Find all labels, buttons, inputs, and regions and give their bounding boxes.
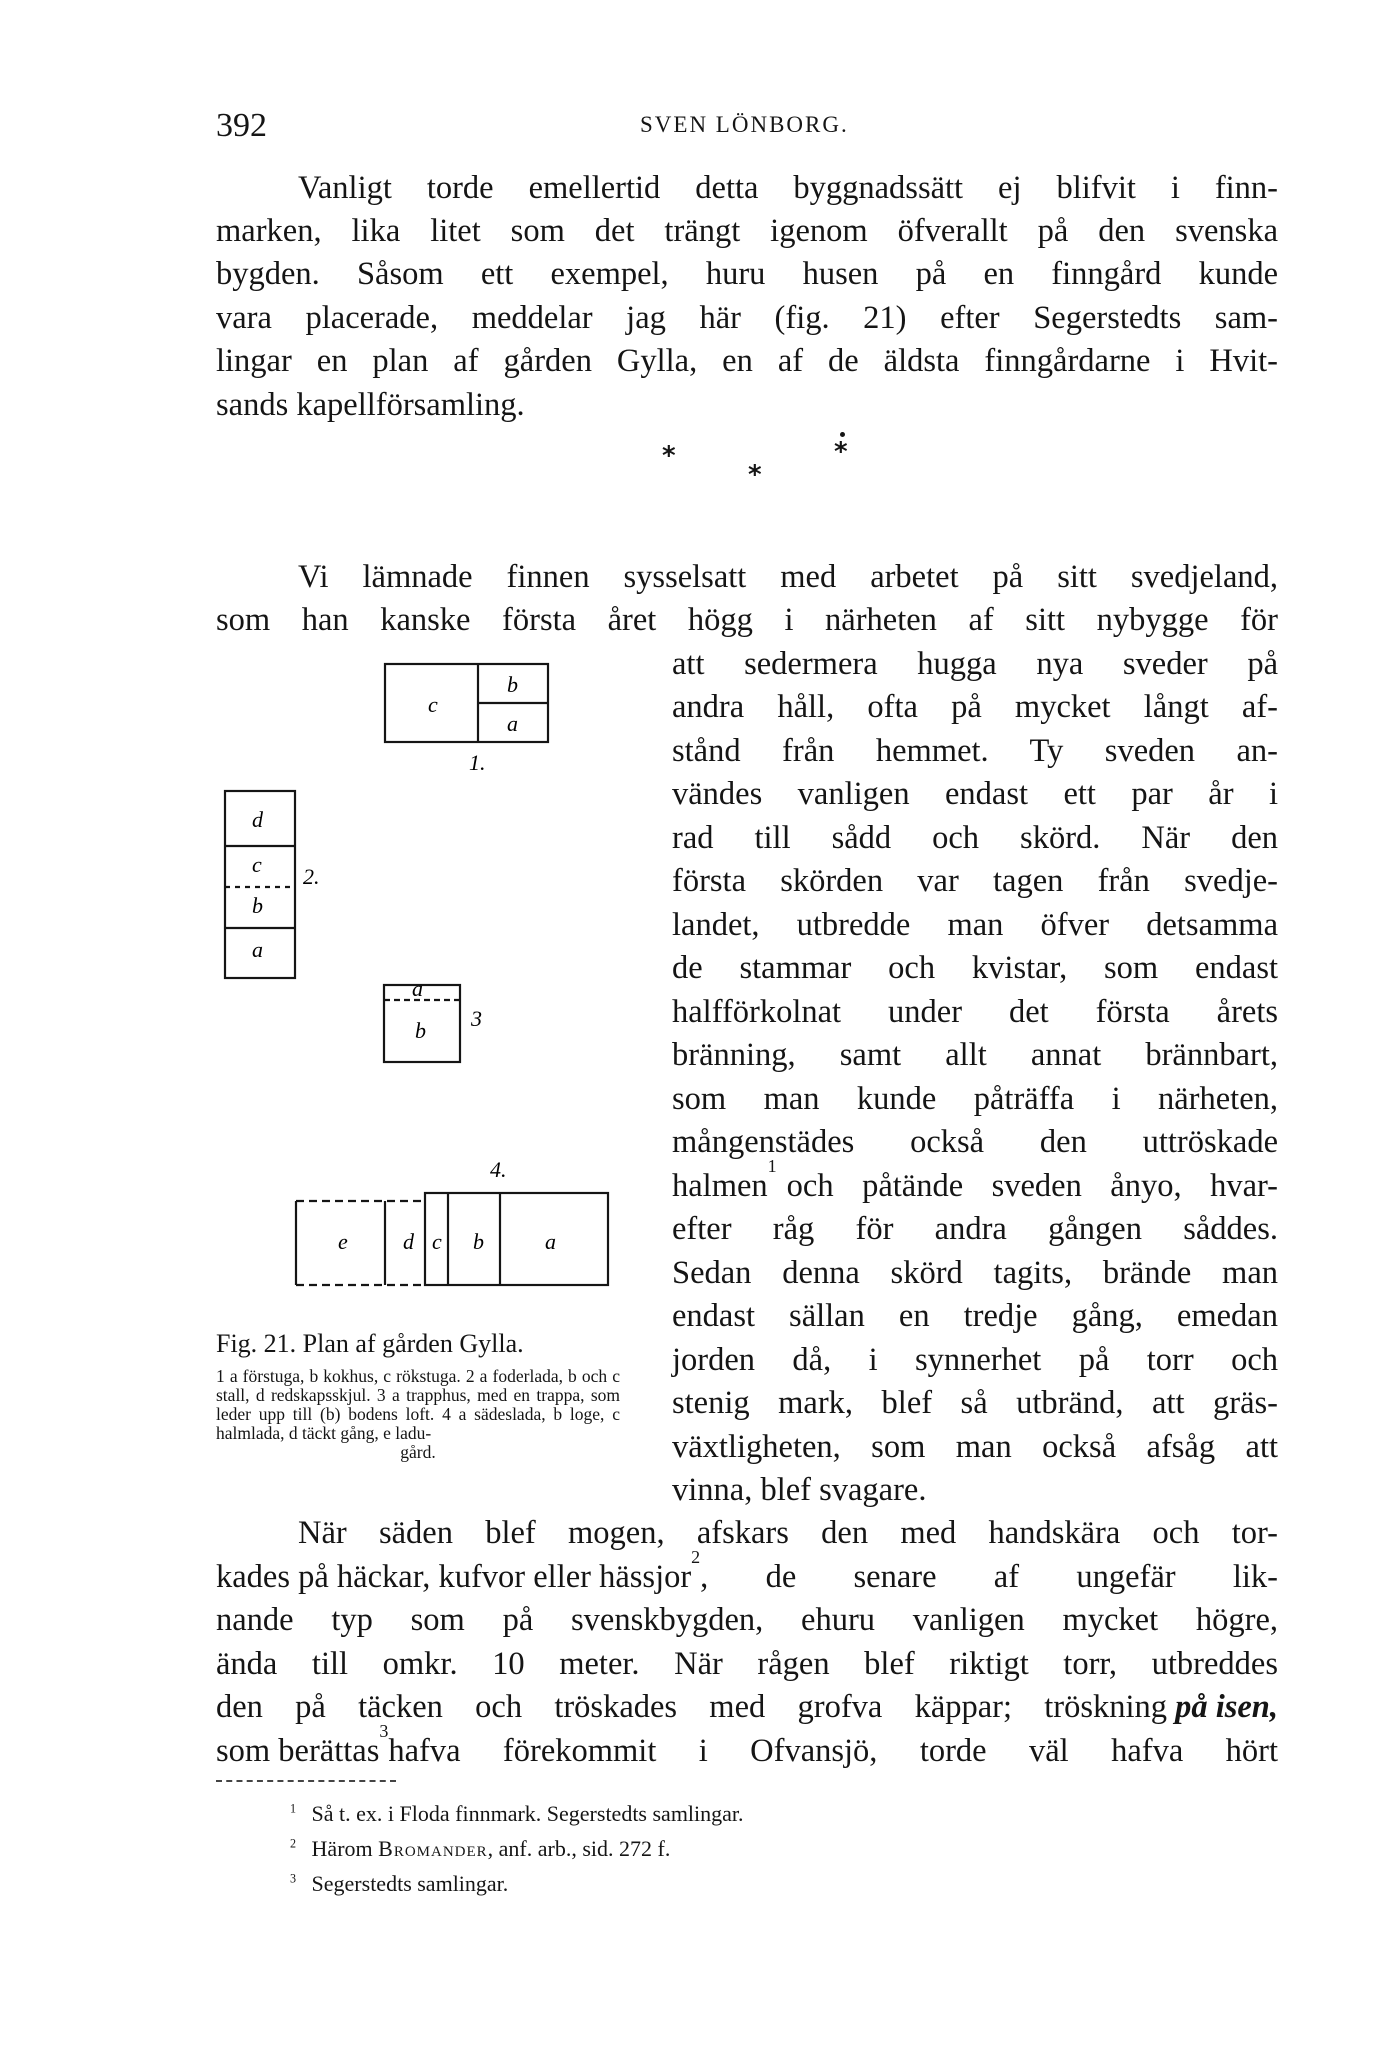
building-4-outline	[425, 1193, 608, 1285]
text-line	[216, 1547, 1278, 1595]
figure-legend	[216, 1367, 620, 1462]
text-line: När säden blef mogen, afskars den med handskära och tor-	[298, 1515, 1278, 1551]
footnote-2	[290, 1836, 670, 1862]
footnote-text: Härom	[311, 1836, 379, 1861]
text-line: de stammar och kvistar, som endast	[672, 950, 1278, 986]
figure-caption: Fig. 21. Plan af gården Gylla.	[216, 1329, 524, 1358]
text-fragment: den på täcken och tröskades med grofva käppar; tröskning	[216, 1689, 1168, 1725]
room-label: c	[428, 692, 438, 717]
room-label: b	[415, 1018, 426, 1043]
text-line: Vi lämnade finnen sysselsatt med arbetet på sitt svedjeland,	[298, 559, 1278, 595]
text-line: halfförkolnat under det första årets	[672, 994, 1278, 1030]
text-line	[216, 1721, 1278, 1769]
separator-star: *	[834, 437, 848, 467]
text-line: som man kunde påträffa i närheten,	[672, 1081, 1278, 1117]
text-fragment: som berättas	[216, 1733, 380, 1769]
room-label: b	[473, 1229, 484, 1254]
footnote-mark: 2	[290, 1836, 297, 1851]
figure-number: 1.	[469, 750, 486, 775]
room-label: a	[507, 711, 518, 736]
room-label: a	[252, 937, 263, 962]
page-number: 392	[216, 107, 267, 144]
text-line: endast sällan en tredje gång, emedan	[672, 1298, 1278, 1334]
building-1	[385, 664, 548, 742]
footnote-ref: 2	[691, 1547, 701, 1567]
footnote-rule	[216, 1780, 396, 1782]
figure-number: 4.	[490, 1157, 507, 1182]
footnote-3	[290, 1871, 508, 1897]
text-fragment: hafva förekommit i Ofvansjö, torde väl hafva hört	[388, 1733, 1278, 1769]
text-line: Vanligt torde emellertid detta byggnadssätt ej blifvit i finn-	[298, 170, 1278, 206]
text-line: nande typ som på svenskbygden, ehuru vanligen mycket högre,	[216, 1602, 1278, 1638]
legend-text: 1 a förstuga, b kokhus, c rökstuga. 2 a foderlada, b och c stall, d redskapsskjul. 3 a trapphus, med en trappa, som leder upp till (b) bodens loft. 4 a sädeslada, b loge, c halmlada, d täckt gång, e ladu-	[216, 1366, 620, 1443]
text-line: att sedermera hugga nya sveder på	[672, 646, 1278, 682]
running-title: SVEN LÖNBORG.	[640, 112, 849, 137]
room-label: d	[252, 807, 263, 832]
text-line: växtligheten, som man också afsåg att	[672, 1429, 1278, 1465]
text-line: vara placerade, meddelar jag här (fig. 21) efter Segerstedts sam-	[216, 300, 1278, 336]
text-line: landet, utbredde man öfver detsamma	[672, 907, 1278, 943]
footnote-1	[290, 1801, 744, 1827]
figure-number: 3	[471, 1006, 482, 1031]
figure-number: 2.	[303, 864, 320, 889]
text-fragment: och påtände sveden ånyo, hvar-	[786, 1168, 1278, 1204]
text-line: jorden då, i synnerhet på torr och	[672, 1342, 1278, 1378]
text-line: stånd från hemmet. Ty sveden an-	[672, 733, 1278, 769]
footnote-mark: 1	[290, 1801, 297, 1816]
room-label: c	[432, 1229, 442, 1254]
footnote-text: , anf. arb., sid. 272 f.	[487, 1836, 671, 1861]
footnote-text: Så t. ex. i Floda finnmark. Segerstedts samlingar.	[311, 1801, 744, 1826]
text-line: mångenstädes också den uttröskade	[672, 1124, 1278, 1160]
text-line: marken, lika litet som det trängt igenom öfverallt på den svenska	[216, 213, 1278, 249]
footnote-ref: 3	[379, 1721, 389, 1741]
text-line: vinna, blef svagare.	[672, 1472, 927, 1508]
room-label: a	[545, 1229, 556, 1254]
footnote-text: Segerstedts samlingar.	[311, 1871, 509, 1896]
text-line: bygden. Såsom ett exempel, huru husen på en finngård kunde	[216, 256, 1278, 292]
text-line: andra håll, ofta på mycket långt af-	[672, 689, 1278, 725]
room-label: c	[252, 852, 262, 877]
text-line: första skörden var tagen från svedje-	[672, 863, 1278, 899]
text-fragment: , de senare af ungefär lik-	[700, 1559, 1278, 1595]
text-fragment: halmen	[672, 1168, 768, 1204]
legend-text-end: gård.	[400, 1442, 436, 1462]
text-line: stenig mark, blef så utbränd, att gräs-	[672, 1385, 1278, 1421]
text-line: som han kanske första året högg i närheten af sitt nybygge för	[216, 602, 1278, 638]
footnote-mark: 3	[290, 1871, 297, 1886]
text-fragment: kades på häckar, kufvor eller hässjor	[216, 1559, 692, 1595]
text-line: rad till sådd och skörd. När den	[672, 820, 1278, 856]
text-line: vändes vanligen endast ett par år i	[672, 776, 1278, 812]
separator-star: *	[748, 460, 762, 490]
room-label: a	[412, 976, 423, 1001]
room-label: d	[403, 1229, 414, 1254]
room-label: b	[507, 672, 518, 697]
footnote-ref: 1	[767, 1156, 777, 1176]
room-label: b	[252, 893, 263, 918]
text-line	[216, 1691, 1278, 1724]
text-line: efter råg för andra gången såddes.	[672, 1211, 1278, 1247]
text-line: Sedan denna skörd tagits, brände man	[672, 1255, 1278, 1291]
text-line: bränning, samt allt annat brännbart,	[672, 1037, 1278, 1073]
footnote-author: Bromander	[378, 1836, 488, 1861]
text-line: lingar en plan af gården Gylla, en af de äldsta finngårdarne i Hvit-	[216, 343, 1278, 379]
separator-star: *	[662, 441, 676, 471]
text-line: sands kapellförsamling.	[216, 387, 525, 423]
text-fragment-italic: på isen,	[1175, 1689, 1278, 1725]
room-label: e	[338, 1229, 348, 1254]
text-line: ända till omkr. 10 meter. När rågen blef riktigt torr, utbreddes	[216, 1646, 1278, 1682]
